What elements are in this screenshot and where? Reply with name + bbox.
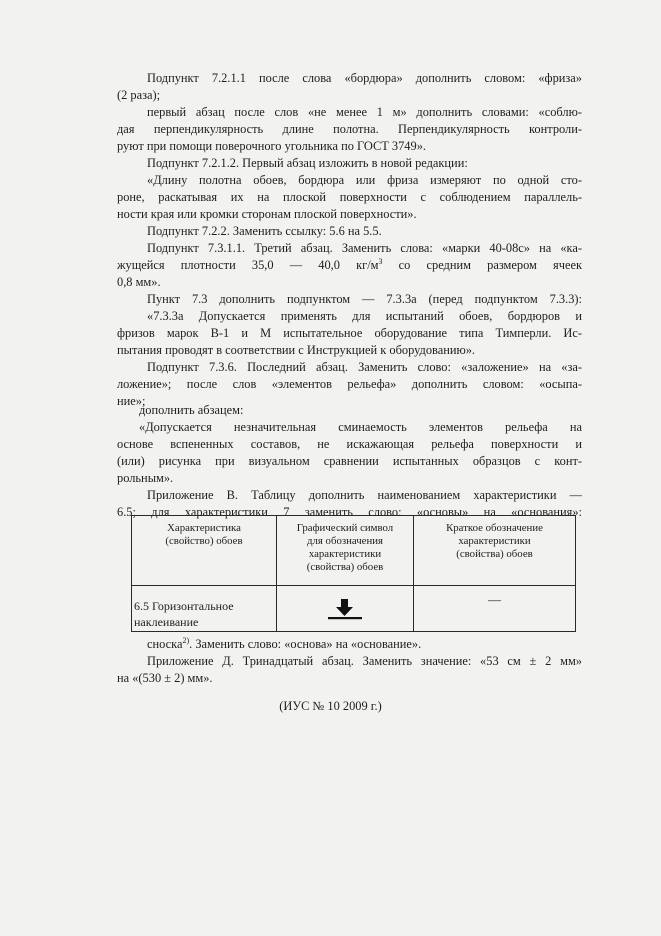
text-line: ложение»; после слов «элементов рельефа» дополнить словом: «осыпа- [117,377,582,391]
text-line: дополнить абзацем: [139,403,244,417]
text-line: ние»; [117,394,146,408]
text-line: 0,8 мм». [117,275,161,289]
text-line: дая перпендикулярность длине полотна. Перпендикулярность контроли- [117,122,582,136]
text-line: руют при помощи поверочного угольника по ГОСТ 3749». [117,139,426,153]
table-cell-name: 6.5 Горизонтальное наклеивание [132,586,277,632]
text-line: фризов марок В-1 и М испытательное оборудование типа Тимперли. Ис- [117,326,582,340]
text-line: «Допускается незначительная сминаемость элементов рельефа на [139,420,582,434]
text-line: ности края или кромки сторонам плоской поверхности». [117,207,417,221]
text-line: основе вспененных составов, не искажающая рельефа поверхности и [117,437,582,451]
table-header-row [132,516,576,586]
text-line: (или) рисунка при визуальном сравнении испытанных образцов с конт- [117,454,582,468]
text-line: (2 раза); [117,88,161,102]
characteristics-table [131,515,576,632]
text-line: Приложение Д. Тринадцатый абзац. Заменить значение: «53 см ± 2 мм» [147,654,582,668]
table-cell-symbol [277,586,414,632]
table-header-symbol: Графический символ для обозначения характеристики (свойства) обоев [277,516,414,586]
text-line: Подпункт 7.2.1.2. Первый абзац изложить в новой редакции: [147,156,468,170]
text-line: Приложение В. Таблицу дополнить наименованием характеристики — [147,488,582,502]
text-line: Пункт 7.3 дополнить подпунктом — 7.3.3а (перед подпунктом 7.3.3): [147,292,582,306]
text-line: рольным». [117,471,174,485]
text-line: жущейся плотности 35,0 — 40,0 $кг/м^3$ со средним размером ячеек [117,257,582,272]
table-header-characteristic: Характеристика (свойство) обоев [132,516,277,586]
text-line: первый абзац после слов «не менее 1 м» дополнить словами: «соблю- [147,105,582,119]
table-header-short: Краткое обозначение характеристики (свойства) обоев [414,516,576,586]
text-line: сноска$^{2)}$. Заменить слово: «основа» на «основание». [147,636,422,651]
text-line: Подпункт 7.3.1.1. Третий абзац. Заменить слова: «марки 40-08с» на «ка- [147,241,582,255]
horizontal-hanging-arrow-icon [326,597,364,621]
text-line: на «(530 ± 2) мм». [117,671,213,685]
text-line: роне, раскатывая их на плоской поверхности с соблюдением параллель- [117,190,582,204]
text-line: «Длину полотна обоев, бордюра или фриза измеряют по одной сто- [147,173,582,187]
text-line: пытания проводят в соответствии с Инструкцией к оборудованию». [117,343,476,357]
text-line: «7.3.3а Допускается применять для испытаний обоев, бордюров и [147,309,582,323]
table-cell-short: — [414,586,576,632]
text-line: 6.5; для характеристики 7 заменить слово: «основы» на «основания»: [117,505,582,519]
text-line: Подпункт 7.2.2. Заменить ссылку: 5.6 на 5.5. [147,224,382,238]
table-row [132,586,576,632]
footer-citation: (ИУС № 10 2009 г.) [279,699,382,713]
text-line: Подпункт 7.3.6. Последний абзац. Заменить слово: «заложение» на «за- [147,360,582,374]
text-line: Подпункт 7.2.1.1 после слова «бордюра» дополнить словом: «фриза» [147,71,582,85]
